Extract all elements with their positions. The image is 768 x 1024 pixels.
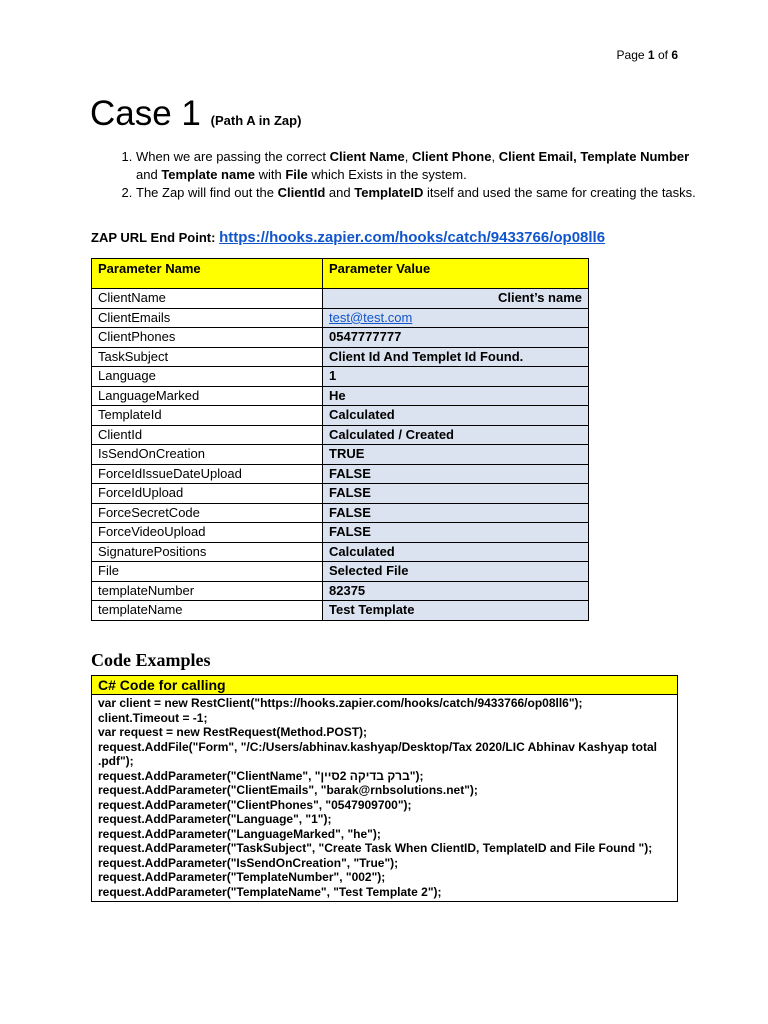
parameter-name-cell: LanguageMarked [92, 386, 323, 406]
table-row [92, 328, 589, 348]
parameter-value-cell: 0547777777 [323, 328, 589, 348]
step-item: 1. When we are passing the correct Client Name, Client Phone, Client Email, Template Number and Template name with File which Exists in the system. [136, 148, 706, 184]
table-row [92, 347, 589, 367]
code-line: var request = new RestRequest(Method.POST); [98, 725, 368, 739]
code-line: request.AddParameter("TemplateName", "Test Template 2"); [98, 884, 442, 899]
parameter-value-cell: Calculated / Created [323, 425, 589, 445]
header-parameter-name: Parameter Name [92, 259, 323, 289]
case-subtitle: (Path A in Zap) [210, 113, 302, 128]
parameter-name-cell: File [92, 562, 323, 582]
parameter-table [91, 258, 589, 621]
parameter-value-cell: Client’s name [323, 289, 589, 309]
parameter-name-cell: SignaturePositions [92, 542, 323, 562]
case-title-text: Case 1 [90, 94, 201, 133]
parameter-name-cell: ForceVideoUpload [92, 523, 323, 543]
parameter-name-cell: ForceIdUpload [92, 484, 323, 504]
parameter-value-cell: 1 [323, 367, 589, 387]
parameter-value-cell: He [323, 386, 589, 406]
code-lines [92, 695, 677, 901]
code-line: request.AddParameter("TemplateNumber", "002"); [98, 870, 386, 884]
table-row [92, 562, 589, 582]
table-row [92, 386, 589, 406]
table-row [92, 289, 589, 309]
table-row [92, 503, 589, 523]
code-examples-heading: Code Examples [91, 650, 211, 670]
page-current: 1 [647, 48, 655, 62]
table-row [92, 406, 589, 426]
table-row [92, 464, 589, 484]
code-box-header: C# Code for calling [92, 676, 677, 695]
step-item: 2. The Zap will find out the ClientId and TemplateID itself and used the same for creating the tasks. [136, 184, 706, 202]
table-row [92, 542, 589, 562]
parameter-name-cell: TemplateId [92, 406, 323, 426]
parameter-value-cell: 82375 [323, 581, 589, 601]
code-line: var client = new RestClient("https://hooks.zapier.com/hooks/catch/9433766/op08ll6"); [98, 696, 583, 710]
parameter-value-cell: FALSE [323, 464, 589, 484]
parameter-name-cell: templateName [92, 601, 323, 621]
code-line: client.Timeout = -1; [98, 710, 208, 725]
parameter-value-cell: Client Id And Templet Id Found. [323, 347, 589, 367]
parameter-value-cell [323, 308, 589, 328]
table-row [92, 581, 589, 601]
page-number [617, 48, 678, 62]
table-row [92, 523, 589, 543]
parameter-name-cell: ClientEmails [92, 308, 323, 328]
parameter-value-cell: FALSE [323, 484, 589, 504]
code-line: request.AddParameter("Language", "1"); [98, 812, 332, 826]
code-line: request.AddParameter("IsSendOnCreation", "True"); [98, 855, 399, 870]
code-line: request.AddParameter("TaskSubject", "Create Task When ClientID, TemplateID and File Found "); [98, 841, 653, 855]
parameter-name-cell: ClientPhones [92, 328, 323, 348]
email-link[interactable]: test@test.com [329, 309, 413, 325]
parameter-value-cell: Test Template [323, 601, 589, 621]
parameter-name-cell: ClientName [92, 289, 323, 309]
table-row [92, 445, 589, 465]
code-line: request.AddParameter("ClientName", "ברק בדיקה 2סיין"); [98, 768, 424, 783]
parameter-name-cell: ForceSecretCode [92, 503, 323, 523]
parameter-name-cell: IsSendOnCreation [92, 445, 323, 465]
page-total: 6 [671, 48, 678, 62]
parameter-value-cell: Calculated [323, 542, 589, 562]
parameter-value-cell: Calculated [323, 406, 589, 426]
parameter-name-cell: ForceIdIssueDateUpload [92, 464, 323, 484]
table-row [92, 425, 589, 445]
parameter-value-cell: FALSE [323, 503, 589, 523]
steps-list [108, 148, 706, 202]
table-row [92, 484, 589, 504]
parameter-name-cell: TaskSubject [92, 347, 323, 367]
header-parameter-value: Parameter Value [323, 259, 589, 289]
code-line: request.AddParameter("LanguageMarked", "he"); [98, 826, 381, 841]
table-body [92, 289, 589, 621]
parameter-name-cell: ClientId [92, 425, 323, 445]
table-row [92, 601, 589, 621]
parameter-value-cell: FALSE [323, 523, 589, 543]
zap-url-label: ZAP URL End Point: [91, 230, 220, 245]
table-header-row [92, 259, 589, 289]
code-line: request.AddFile("Form", "/C:/Users/abhinav.kashyap/Desktop/Tax 2020/LIC Abhinav Kashyap total .pdf"); [98, 739, 661, 768]
table-row [92, 367, 589, 387]
page-label: Page [616, 48, 645, 62]
parameter-value-cell: Selected File [323, 562, 589, 582]
case-title [90, 92, 301, 143]
code-box [91, 675, 678, 902]
parameter-value-cell: TRUE [323, 445, 589, 465]
zap-url-link[interactable]: https://hooks.zapier.com/hooks/catch/9433766/op08ll6 [219, 229, 606, 246]
code-line: request.AddParameter("ClientEmails", "barak@rnbsolutions.net"); [98, 783, 478, 797]
parameter-name-cell: templateNumber [92, 581, 323, 601]
page-of: of [657, 48, 668, 62]
code-line: request.AddParameter("ClientPhones", "0547909700"); [98, 797, 412, 812]
table-row [92, 308, 589, 328]
zap-url-line [91, 229, 605, 246]
parameter-name-cell: Language [92, 367, 323, 387]
